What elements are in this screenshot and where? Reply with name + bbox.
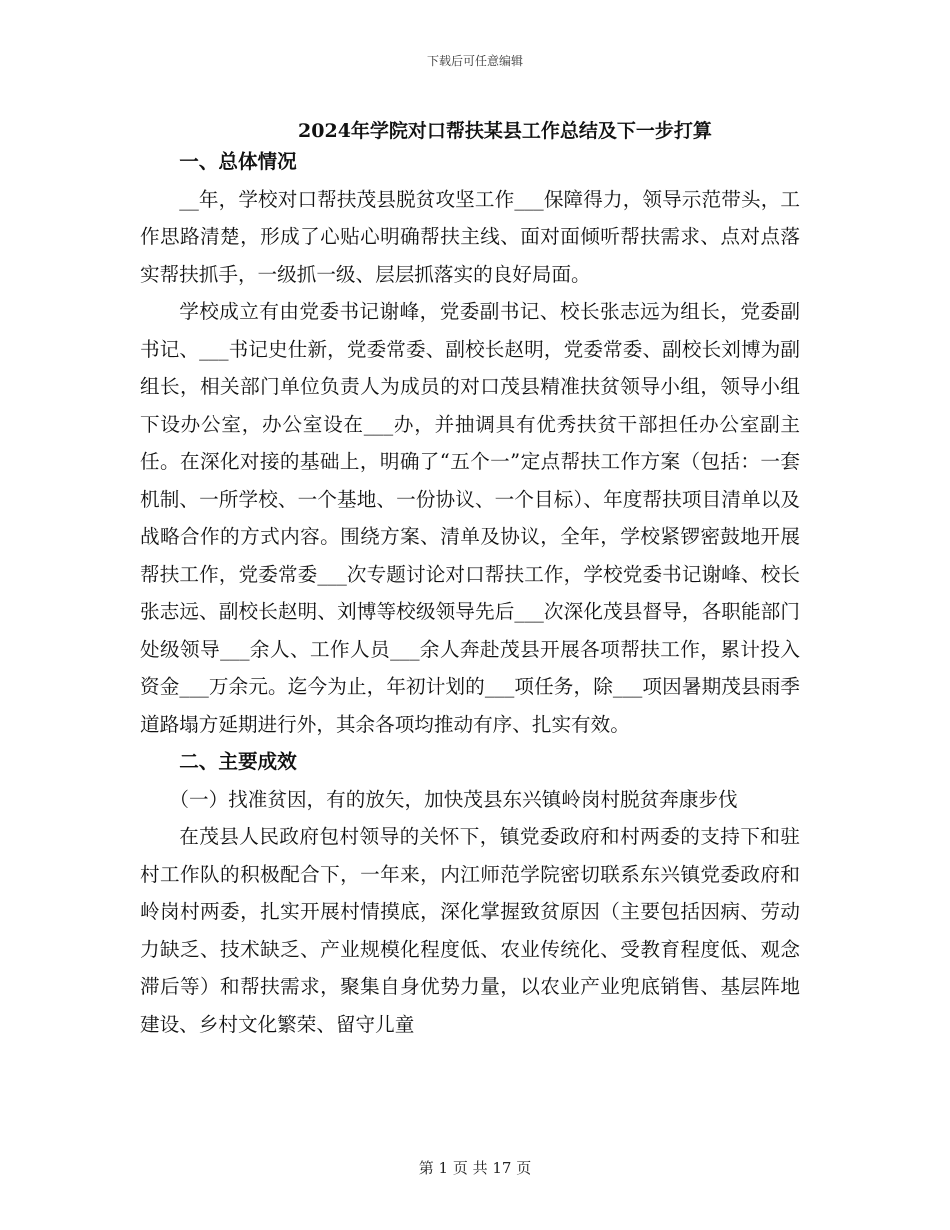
- paragraph: 学校成立有由党委书记谢峰，党委副书记、校长张志远为组长，党委副书记、___书记史仕新，党委常委、副校长赵明，党委常委、副校长刘博为副组长，相关部门单位负责人为成员的对口茂县精准扶贫领导小组，领导小组下设办公室，办公室设在___办，并抽调具有优秀扶贫干部担任办公室副主任。在深化对接的基础上，明确了“五个一”定点帮扶工作方案（包括：一套机制、一所学校、一个基地、一份协议、一个目标）、年度帮扶项目清单以及战略合作的方式内容。围绕方案、清单及协议，全年，学校紧锣密鼓地开展帮扶工作，党委常委___次专题讨论对口帮扶工作，学校党委书记谢峰、校长张志远、副校长赵明、刘博等校级领导先后___次深化茂县督导，各职能部门处级领导___余人、工作人员___余人奔赴茂县开展各项帮扶工作，累计投入资金___万余元。迄今为止，年初计划的___项任务，除___项因暑期茂县雨季道路塌方延期进行外，其余各项均推动有序、扎实有效。: [140, 300, 800, 736]
- page-footer: 第 1 页 共 17 页: [418, 1159, 532, 1177]
- paragraph: __年，学校对口帮扶茂县脱贫攻坚工作___保障得力，领导示范带头，工作思路清楚，形成了心贴心明确帮扶主线、面对面倾听帮扶需求、点对点落实帮扶抓手，一级抓一级、层层抓落实的良好局面。: [140, 187, 800, 286]
- document-body: [140, 143, 800, 1043]
- subsection-heading: （一）找准贫因，有的放矢，加快茂县东兴镇岭岗村脱贫奔康步伐: [169, 787, 738, 811]
- paragraph: 在茂县人民政府包村领导的关怀下，镇党委政府和村两委的支持下和驻村工作队的积极配合下，一年来，内江师范学院密切联系东兴镇党委政府和岭岗村两委，扎实开展村情摸底，深化掌握致贫原因（主要包括因病、劳动力缺乏、技术缺乏、产业规模化程度低、农业传统化、受教育程度低、观念滞后等）和帮扶需求，聚集自身优势力量，以农业产业兜底销售、基层阵地建设、乡村文化繁荣、留守儿童: [140, 825, 800, 1036]
- section-heading: 二、主要成效: [179, 750, 297, 773]
- page-header: 下载后可任意编辑: [426, 54, 523, 68]
- document-title: 2024年学院对口帮扶某县工作总结及下一步打算: [298, 120, 712, 142]
- section-heading: 一、总体情况: [179, 150, 297, 173]
